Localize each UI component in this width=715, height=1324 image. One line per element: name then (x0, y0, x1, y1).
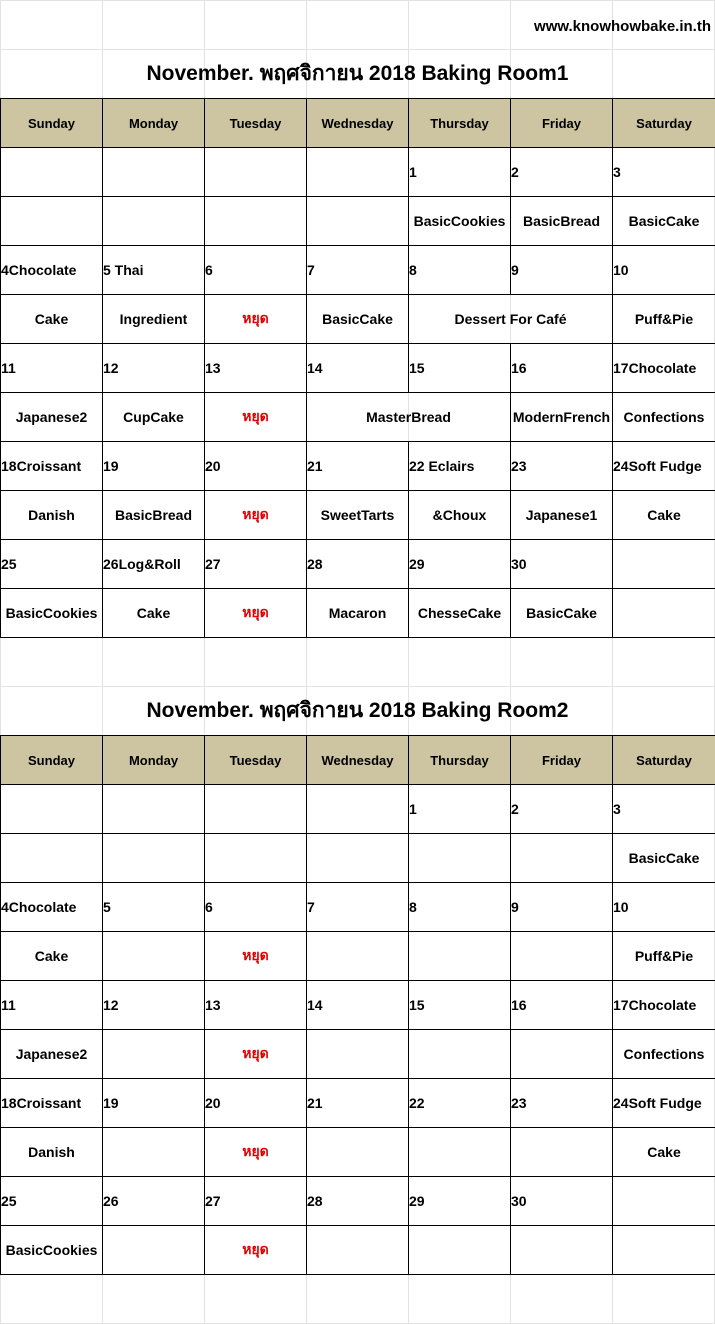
date-cell[interactable]: 19 (103, 1079, 205, 1128)
date-cell[interactable]: 9 (511, 883, 613, 932)
class-cell[interactable] (307, 197, 409, 246)
weekday-header-thursday[interactable]: Thursday (409, 736, 511, 785)
room2-calendar (0, 735, 715, 1275)
class-cell[interactable]: MasterBread (307, 393, 511, 442)
weekday-header-thursday[interactable]: Thursday (409, 99, 511, 148)
class-cell[interactable] (511, 1030, 613, 1079)
class-cell[interactable] (307, 1128, 409, 1177)
class-cell[interactable]: Danish (1, 491, 103, 540)
date-cell[interactable]: 3 (613, 148, 715, 197)
date-cell[interactable]: 11 (1, 344, 103, 393)
date-cell[interactable]: 4Chocolate (1, 246, 103, 295)
date-cell[interactable]: 6 (205, 883, 307, 932)
class-cell[interactable]: BasicCookies (1, 1226, 103, 1275)
class-cell[interactable] (103, 1030, 205, 1079)
date-cell[interactable]: 23 (511, 1079, 613, 1128)
activity-row (1, 589, 715, 638)
date-row (1, 344, 715, 393)
class-cell[interactable]: BasicCake (613, 197, 715, 246)
date-cell[interactable]: 4Chocolate (1, 883, 103, 932)
date-cell[interactable]: 9 (511, 246, 613, 295)
date-row (1, 148, 715, 197)
class-cell[interactable] (613, 1226, 715, 1275)
holiday-cell[interactable]: หยุด (205, 1128, 307, 1177)
holiday-cell[interactable]: หยุด (205, 491, 307, 540)
date-cell[interactable]: 10 (613, 246, 715, 295)
date-cell[interactable]: 1 (409, 785, 511, 834)
class-cell[interactable]: BasicCookies (1, 589, 103, 638)
class-cell[interactable]: ChesseCake (409, 589, 511, 638)
date-cell[interactable]: 30 (511, 1177, 613, 1226)
date-cell[interactable] (1, 148, 103, 197)
activity-row (1, 197, 715, 246)
class-cell[interactable]: &Choux (409, 491, 511, 540)
weekday-header-sunday[interactable]: Sunday (1, 99, 103, 148)
holiday-cell[interactable]: หยุด (205, 393, 307, 442)
class-cell[interactable] (511, 834, 613, 883)
class-cell[interactable]: Japanese1 (511, 491, 613, 540)
class-cell[interactable] (103, 932, 205, 981)
date-row (1, 540, 715, 589)
date-cell[interactable] (205, 148, 307, 197)
class-cell[interactable] (307, 1030, 409, 1079)
website-url[interactable]: www.knowhowbake.in.th (534, 18, 711, 35)
class-cell[interactable]: Cake (1, 932, 103, 981)
weekday-header-monday[interactable]: Monday (103, 736, 205, 785)
class-cell[interactable] (307, 1226, 409, 1275)
class-cell[interactable] (1, 197, 103, 246)
date-cell[interactable]: 13 (205, 981, 307, 1030)
date-cell[interactable]: 30 (511, 540, 613, 589)
date-cell[interactable]: 24Soft Fudge (613, 1079, 715, 1128)
date-row (1, 246, 715, 295)
weekday-header-friday[interactable]: Friday (511, 99, 613, 148)
class-cell[interactable] (205, 834, 307, 883)
date-cell[interactable]: 14 (307, 344, 409, 393)
class-cell[interactable]: SweetTarts (307, 491, 409, 540)
class-cell[interactable]: Japanese2 (1, 1030, 103, 1079)
date-cell[interactable]: 16 (511, 981, 613, 1030)
class-cell[interactable] (511, 932, 613, 981)
date-cell[interactable]: 18Croissant (1, 1079, 103, 1128)
class-cell[interactable]: Confections (613, 1030, 715, 1079)
date-cell[interactable]: 27 (205, 540, 307, 589)
weekday-header-tuesday[interactable]: Tuesday (205, 736, 307, 785)
date-cell[interactable]: 29 (409, 540, 511, 589)
date-cell[interactable]: 11 (1, 981, 103, 1030)
weekday-header-saturday[interactable]: Saturday (613, 99, 715, 148)
holiday-cell[interactable]: หยุด (205, 295, 307, 344)
weekday-header-wednesday[interactable]: Wednesday (307, 736, 409, 785)
class-cell[interactable]: BasicCake (511, 589, 613, 638)
class-cell[interactable] (103, 834, 205, 883)
date-cell[interactable] (613, 1177, 715, 1226)
class-cell[interactable] (511, 1128, 613, 1177)
date-cell[interactable]: 5 (103, 883, 205, 932)
date-cell[interactable]: 15 (409, 981, 511, 1030)
date-row (1, 1177, 715, 1226)
date-cell[interactable]: 8 (409, 246, 511, 295)
class-cell[interactable]: Cake (613, 1128, 715, 1177)
date-cell[interactable]: 2 (511, 785, 613, 834)
class-cell[interactable]: CupCake (103, 393, 205, 442)
date-cell[interactable]: 23 (511, 442, 613, 491)
class-cell[interactable]: Cake (103, 589, 205, 638)
date-row (1, 1079, 715, 1128)
date-cell[interactable]: 15 (409, 344, 511, 393)
class-cell[interactable] (409, 834, 511, 883)
weekday-header-monday[interactable]: Monday (103, 99, 205, 148)
class-cell[interactable]: ModernFrench (511, 393, 613, 442)
date-cell[interactable]: 14 (307, 981, 409, 1030)
class-cell[interactable]: BasicCake (307, 295, 409, 344)
class-cell[interactable]: Japanese2 (1, 393, 103, 442)
class-cell[interactable] (409, 1226, 511, 1275)
date-cell[interactable]: 27 (205, 1177, 307, 1226)
date-row (1, 883, 715, 932)
class-cell[interactable]: BasicBread (103, 491, 205, 540)
class-cell[interactable] (409, 1030, 511, 1079)
class-cell[interactable] (409, 932, 511, 981)
class-cell[interactable]: Puff&Pie (613, 295, 715, 344)
class-cell[interactable] (205, 197, 307, 246)
date-cell[interactable] (103, 148, 205, 197)
class-cell[interactable]: Cake (1, 295, 103, 344)
room1-title: November. พฤศจิกายน 2018 Baking Room1 (146, 62, 569, 85)
class-cell[interactable] (307, 932, 409, 981)
date-cell[interactable] (613, 540, 715, 589)
class-cell[interactable] (103, 197, 205, 246)
date-cell[interactable] (1, 785, 103, 834)
date-cell[interactable]: 17Chocolate (613, 981, 715, 1030)
weekday-header-row (1, 99, 715, 148)
class-cell[interactable]: Puff&Pie (613, 932, 715, 981)
class-cell[interactable]: BasicCake (613, 834, 715, 883)
weekday-header-saturday[interactable]: Saturday (613, 736, 715, 785)
class-cell[interactable] (103, 1128, 205, 1177)
date-row (1, 442, 715, 491)
date-cell[interactable]: 3 (613, 785, 715, 834)
weekday-header-sunday[interactable]: Sunday (1, 736, 103, 785)
date-cell[interactable]: 28 (307, 540, 409, 589)
date-cell[interactable] (103, 785, 205, 834)
date-cell[interactable] (307, 148, 409, 197)
date-cell[interactable]: 22 (409, 1079, 511, 1128)
holiday-cell[interactable]: หยุด (205, 1226, 307, 1275)
activity-row (1, 491, 715, 540)
date-cell[interactable]: 25 (1, 1177, 103, 1226)
date-cell[interactable]: 18Croissant (1, 442, 103, 491)
class-cell[interactable] (307, 834, 409, 883)
weekday-header-wednesday[interactable]: Wednesday (307, 99, 409, 148)
date-cell[interactable]: 7 (307, 883, 409, 932)
date-cell[interactable]: 16 (511, 344, 613, 393)
date-cell[interactable]: 17Chocolate (613, 344, 715, 393)
class-cell[interactable] (511, 1226, 613, 1275)
weekday-header-row (1, 736, 715, 785)
date-cell[interactable]: 28 (307, 1177, 409, 1226)
class-cell[interactable]: Confections (613, 393, 715, 442)
class-cell[interactable] (613, 589, 715, 638)
room1-calendar (0, 98, 715, 638)
date-cell[interactable]: 1 (409, 148, 511, 197)
date-cell[interactable]: 6 (205, 246, 307, 295)
activity-row (1, 1226, 715, 1275)
weekday-header-friday[interactable]: Friday (511, 736, 613, 785)
date-cell[interactable]: 20 (205, 442, 307, 491)
date-cell[interactable]: 5 Thai (103, 246, 205, 295)
date-cell[interactable]: 29 (409, 1177, 511, 1226)
activity-row (1, 1128, 715, 1177)
holiday-cell[interactable]: หยุด (205, 589, 307, 638)
date-row (1, 981, 715, 1030)
date-cell[interactable]: 21 (307, 1079, 409, 1128)
activity-row (1, 834, 715, 883)
activity-row (1, 393, 715, 442)
date-row (1, 785, 715, 834)
date-cell[interactable]: 10 (613, 883, 715, 932)
date-cell[interactable]: 2 (511, 148, 613, 197)
date-cell[interactable]: 24Soft Fudge (613, 442, 715, 491)
date-cell[interactable]: 13 (205, 344, 307, 393)
class-cell[interactable]: Macaron (307, 589, 409, 638)
date-cell[interactable]: 8 (409, 883, 511, 932)
activity-row (1, 1030, 715, 1079)
date-cell[interactable]: 26 (103, 1177, 205, 1226)
class-cell[interactable]: BasicCookies (409, 197, 511, 246)
date-cell[interactable] (307, 785, 409, 834)
date-cell[interactable]: 26Log&Roll (103, 540, 205, 589)
holiday-cell[interactable]: หยุด (205, 932, 307, 981)
date-cell[interactable]: 25 (1, 540, 103, 589)
class-cell[interactable] (1, 834, 103, 883)
date-cell[interactable]: 21 (307, 442, 409, 491)
class-cell[interactable]: Ingredient (103, 295, 205, 344)
date-cell[interactable]: 7 (307, 246, 409, 295)
class-cell[interactable]: Cake (613, 491, 715, 540)
date-cell[interactable]: 22 Eclairs (409, 442, 511, 491)
class-cell[interactable]: BasicBread (511, 197, 613, 246)
date-cell[interactable]: 19 (103, 442, 205, 491)
date-cell[interactable] (205, 785, 307, 834)
room2-title: November. พฤศจิกายน 2018 Baking Room2 (146, 699, 569, 722)
weekday-header-tuesday[interactable]: Tuesday (205, 99, 307, 148)
date-cell[interactable]: 12 (103, 344, 205, 393)
class-cell[interactable] (103, 1226, 205, 1275)
holiday-cell[interactable]: หยุด (205, 1030, 307, 1079)
class-cell[interactable] (409, 1128, 511, 1177)
activity-row (1, 932, 715, 981)
class-cell[interactable]: Dessert For Café (409, 295, 613, 344)
date-cell[interactable]: 20 (205, 1079, 307, 1128)
date-cell[interactable]: 12 (103, 981, 205, 1030)
class-cell[interactable]: Danish (1, 1128, 103, 1177)
activity-row (1, 295, 715, 344)
